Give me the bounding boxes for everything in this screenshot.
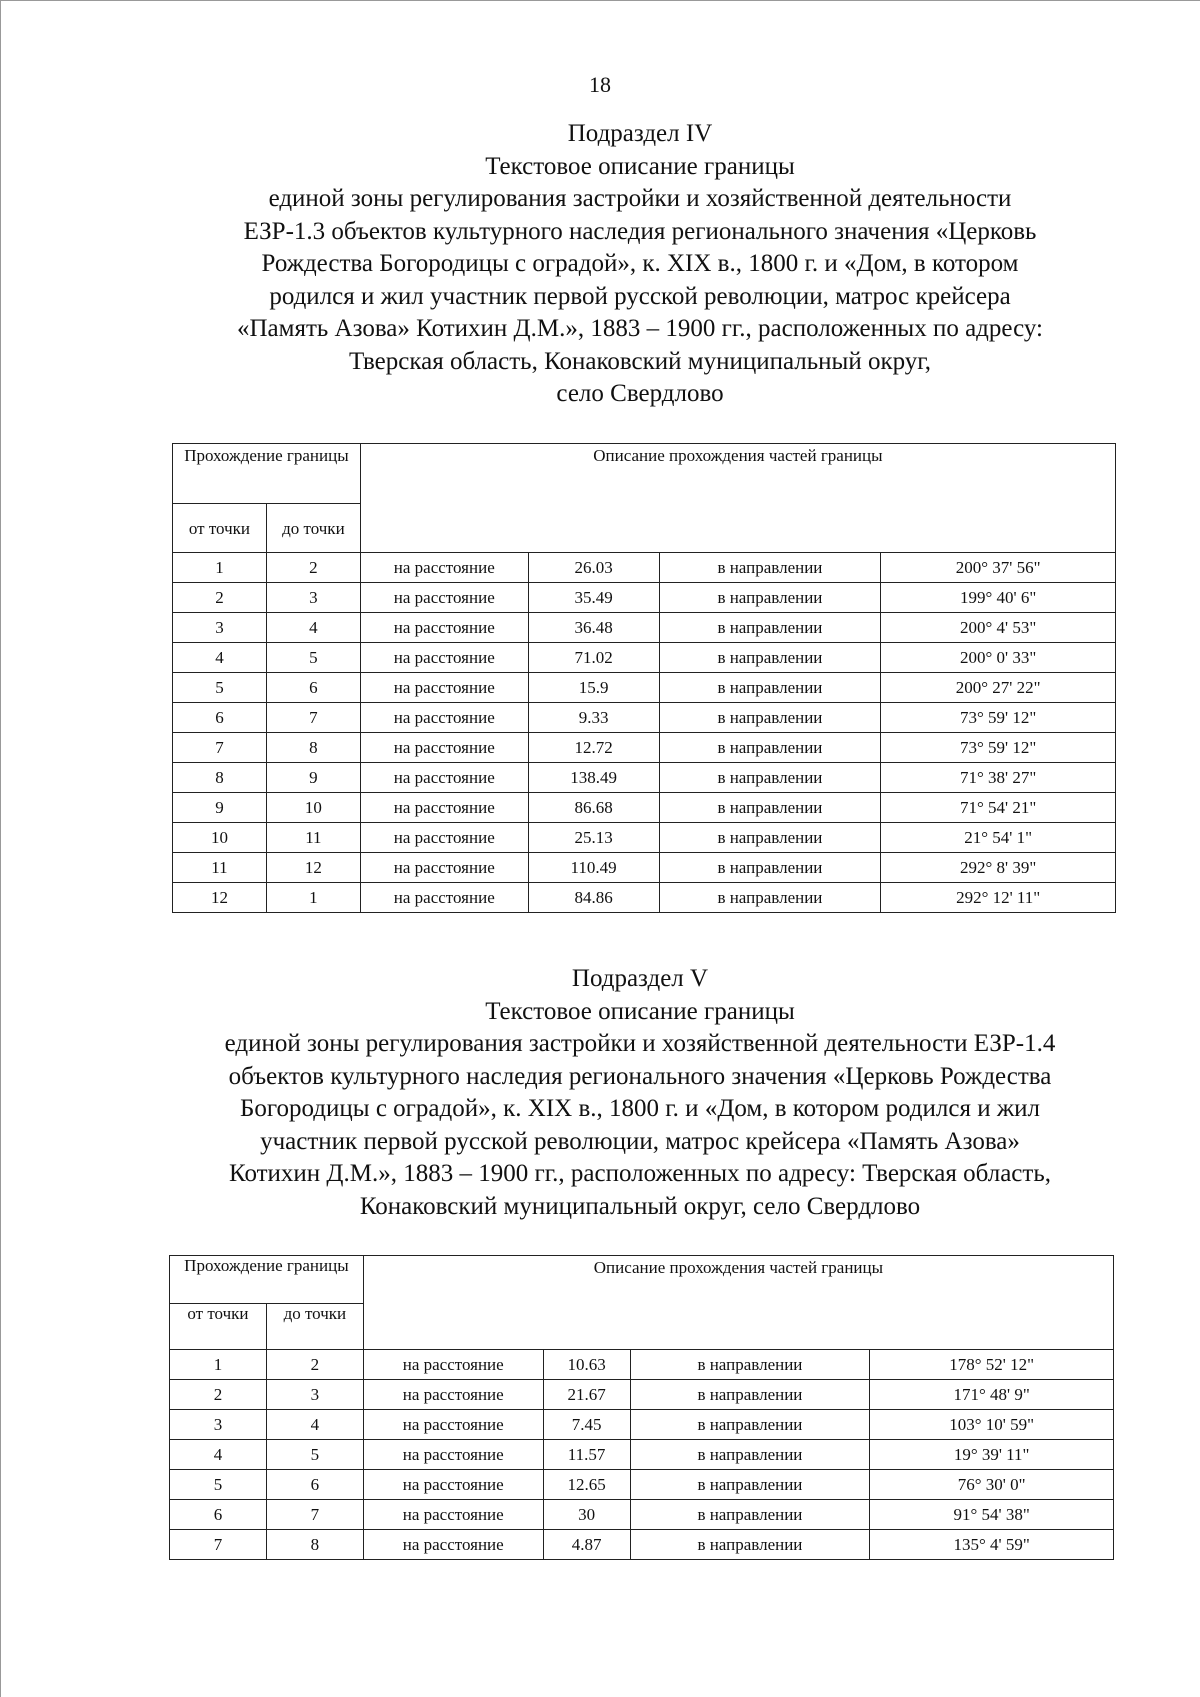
table-row bbox=[173, 823, 1116, 853]
section4-heading bbox=[160, 118, 1120, 411]
table-row bbox=[173, 643, 1116, 673]
distance-value-cell: 12.72 bbox=[528, 733, 659, 763]
distance-label-cell: на расстояние bbox=[360, 613, 528, 643]
page-number: 18 bbox=[589, 72, 611, 97]
direction-label-cell: в направлении bbox=[659, 733, 881, 763]
header-passage: Прохождение границы bbox=[170, 1256, 364, 1304]
header-to-point: до точки bbox=[266, 1304, 363, 1350]
direction-label-cell: в направлении bbox=[659, 853, 881, 883]
direction-value-cell: 200° 37' 56" bbox=[881, 553, 1116, 583]
distance-label-cell: на расстояние bbox=[360, 883, 528, 913]
table-row bbox=[173, 583, 1116, 613]
table-row bbox=[173, 613, 1116, 643]
from-point-cell: 3 bbox=[173, 613, 267, 643]
distance-label-cell: на расстояние bbox=[360, 763, 528, 793]
to-point-cell: 1 bbox=[266, 883, 360, 913]
table-row bbox=[173, 703, 1116, 733]
direction-label-cell: в направлении bbox=[659, 643, 881, 673]
direction-value-cell: 200° 0' 33" bbox=[881, 643, 1116, 673]
to-point-cell: 11 bbox=[266, 823, 360, 853]
direction-label-cell: в направлении bbox=[659, 823, 881, 853]
heading-line: Конаковский муниципальный округ, село Свердлово bbox=[359, 1192, 921, 1220]
to-point-cell: 5 bbox=[266, 643, 360, 673]
distance-value-cell: 84.86 bbox=[528, 883, 659, 913]
table-row bbox=[173, 763, 1116, 793]
distance-label-cell: на расстояние bbox=[363, 1470, 543, 1500]
distance-value-cell: 21.67 bbox=[543, 1380, 630, 1410]
heading-line: единой зоны регулирования застройки и хозяйственной деятельности ЕЗР-1.4 bbox=[224, 1030, 1056, 1057]
direction-value-cell: 73° 59' 12" bbox=[881, 703, 1116, 733]
distance-label-cell: на расстояние bbox=[360, 703, 528, 733]
direction-value-cell: 103° 10' 59" bbox=[870, 1410, 1114, 1440]
heading-line: Богородицы с оградой», к. XIX в., 1800 г. и «Дом, в котором родился и жил bbox=[240, 1095, 1040, 1122]
direction-value-cell: 91° 54' 38" bbox=[870, 1500, 1114, 1530]
table-row bbox=[170, 1500, 1114, 1530]
distance-value-cell: 86.68 bbox=[528, 793, 659, 823]
table-row bbox=[170, 1350, 1114, 1380]
direction-value-cell: 73° 59' 12" bbox=[881, 733, 1116, 763]
section4-title: Подраздел IV bbox=[567, 120, 713, 147]
direction-label-cell: в направлении bbox=[659, 793, 881, 823]
section5-boundary-table bbox=[169, 1255, 1114, 1560]
distance-label-cell: на расстояние bbox=[360, 853, 528, 883]
distance-label-cell: на расстояние bbox=[360, 733, 528, 763]
direction-value-cell: 76° 30' 0" bbox=[870, 1470, 1114, 1500]
to-point-cell: 4 bbox=[266, 613, 360, 643]
direction-value-cell: 71° 54' 21" bbox=[881, 793, 1116, 823]
to-point-cell: 3 bbox=[266, 1380, 363, 1410]
from-point-cell: 9 bbox=[173, 793, 267, 823]
heading-line: «Память Азова» Котихин Д.М.», 1883 – 1900 гг., расположенных по адресу: bbox=[236, 315, 1044, 342]
distance-label-cell: на расстояние bbox=[360, 553, 528, 583]
direction-value-cell: 200° 27' 22" bbox=[881, 673, 1116, 703]
direction-label-cell: в направлении bbox=[659, 583, 881, 613]
table-row bbox=[173, 553, 1116, 583]
direction-value-cell: 71° 38' 27" bbox=[881, 763, 1116, 793]
direction-label-cell: в направлении bbox=[659, 703, 881, 733]
to-point-cell: 12 bbox=[266, 853, 360, 883]
to-point-cell: 7 bbox=[266, 703, 360, 733]
direction-value-cell: 21° 54' 1" bbox=[881, 823, 1116, 853]
table-row bbox=[170, 1380, 1114, 1410]
direction-value-cell: 200° 4' 53" bbox=[881, 613, 1116, 643]
direction-label-cell: в направлении bbox=[659, 763, 881, 793]
to-point-cell: 6 bbox=[266, 1470, 363, 1500]
distance-label-cell: на расстояние bbox=[360, 793, 528, 823]
direction-label-cell: в направлении bbox=[659, 613, 881, 643]
heading-line: объектов культурного наследия регионального значения «Церковь Рождества bbox=[228, 1062, 1052, 1090]
distance-value-cell: 30 bbox=[543, 1500, 630, 1530]
table-row bbox=[173, 673, 1116, 703]
direction-label-cell: в направлении bbox=[630, 1410, 870, 1440]
direction-value-cell: 135° 4' 59" bbox=[870, 1530, 1114, 1560]
distance-label-cell: на расстояние bbox=[363, 1530, 543, 1560]
direction-value-cell: 292° 8' 39" bbox=[881, 853, 1116, 883]
distance-value-cell: 7.45 bbox=[543, 1410, 630, 1440]
table-row bbox=[170, 1440, 1114, 1470]
from-point-cell: 4 bbox=[173, 643, 267, 673]
distance-label-cell: на расстояние bbox=[360, 673, 528, 703]
from-point-cell: 10 bbox=[173, 823, 267, 853]
distance-value-cell: 10.63 bbox=[543, 1350, 630, 1380]
direction-value-cell: 199° 40' 6" bbox=[881, 583, 1116, 613]
from-point-cell: 1 bbox=[170, 1350, 267, 1380]
direction-label-cell: в направлении bbox=[630, 1500, 870, 1530]
scan-edge-left bbox=[0, 0, 1, 1697]
direction-label-cell: в направлении bbox=[659, 553, 881, 583]
distance-label-cell: на расстояние bbox=[363, 1440, 543, 1470]
table-row bbox=[170, 1410, 1114, 1440]
to-point-cell: 5 bbox=[266, 1440, 363, 1470]
distance-value-cell: 25.13 bbox=[528, 823, 659, 853]
heading-line: Рождества Богородицы с оградой», к. XIX в., 1800 г. и «Дом, в котором bbox=[261, 250, 1019, 277]
scan-edge-top bbox=[0, 0, 1200, 1]
to-point-cell: 10 bbox=[266, 793, 360, 823]
section4-boundary-table bbox=[172, 443, 1116, 913]
from-point-cell: 4 bbox=[170, 1440, 267, 1470]
table-row bbox=[170, 1470, 1114, 1500]
from-point-cell: 6 bbox=[173, 703, 267, 733]
from-point-cell: 7 bbox=[170, 1530, 267, 1560]
direction-value-cell: 292° 12' 11" bbox=[881, 883, 1116, 913]
distance-value-cell: 4.87 bbox=[543, 1530, 630, 1560]
heading-line: участник первой русской революции, матрос крейсера «Память Азова» bbox=[260, 1127, 1020, 1155]
from-point-cell: 5 bbox=[173, 673, 267, 703]
heading-line: Котихин Д.М.», 1883 – 1900 гг., расположенных по адресу: Тверская область, bbox=[229, 1160, 1051, 1187]
from-point-cell: 12 bbox=[173, 883, 267, 913]
distance-value-cell: 11.57 bbox=[543, 1440, 630, 1470]
from-point-cell: 1 bbox=[173, 553, 267, 583]
to-point-cell: 3 bbox=[266, 583, 360, 613]
distance-value-cell: 36.48 bbox=[528, 613, 659, 643]
from-point-cell: 11 bbox=[173, 853, 267, 883]
distance-label-cell: на расстояние bbox=[363, 1500, 543, 1530]
direction-label-cell: в направлении bbox=[659, 883, 881, 913]
from-point-cell: 2 bbox=[170, 1380, 267, 1410]
direction-value-cell: 171° 48' 9" bbox=[870, 1380, 1114, 1410]
heading-line: единой зоны регулирования застройки и хозяйственной деятельности bbox=[268, 185, 1012, 212]
direction-label-cell: в направлении bbox=[630, 1440, 870, 1470]
distance-value-cell: 71.02 bbox=[528, 643, 659, 673]
from-point-cell: 7 bbox=[173, 733, 267, 763]
distance-value-cell: 15.9 bbox=[528, 673, 659, 703]
table-row bbox=[173, 793, 1116, 823]
section5-title: Подраздел V bbox=[571, 965, 709, 992]
from-point-cell: 6 bbox=[170, 1500, 267, 1530]
distance-label-cell: на расстояние bbox=[360, 823, 528, 853]
direction-label-cell: в направлении bbox=[630, 1470, 870, 1500]
header-description: Описание прохождения частей границы bbox=[363, 1256, 1113, 1350]
distance-value-cell: 35.49 bbox=[528, 583, 659, 613]
from-point-cell: 8 bbox=[173, 763, 267, 793]
distance-value-cell: 12.65 bbox=[543, 1470, 630, 1500]
from-point-cell: 2 bbox=[173, 583, 267, 613]
to-point-cell: 8 bbox=[266, 1530, 363, 1560]
header-to-point: до точки bbox=[266, 504, 360, 553]
section4-subtitle: Текстовое описание границы bbox=[485, 152, 795, 180]
from-point-cell: 5 bbox=[170, 1470, 267, 1500]
to-point-cell: 7 bbox=[266, 1500, 363, 1530]
header-from-point: от точки bbox=[170, 1304, 267, 1350]
to-point-cell: 8 bbox=[266, 733, 360, 763]
distance-label-cell: на расстояние bbox=[360, 583, 528, 613]
table-row bbox=[173, 853, 1116, 883]
section5-subtitle: Текстовое описание границы bbox=[485, 997, 795, 1025]
header-from-point: от точки bbox=[173, 504, 267, 553]
to-point-cell: 9 bbox=[266, 763, 360, 793]
direction-value-cell: 178° 52' 12" bbox=[870, 1350, 1114, 1380]
direction-label-cell: в направлении bbox=[630, 1530, 870, 1560]
to-point-cell: 2 bbox=[266, 553, 360, 583]
header-passage: Прохождение границы bbox=[173, 444, 361, 504]
heading-line: родился и жил участник первой русской революции, матрос крейсера bbox=[269, 282, 1011, 310]
distance-label-cell: на расстояние bbox=[360, 643, 528, 673]
table-row bbox=[170, 1530, 1114, 1560]
heading-line: Тверская область, Конаковский муниципальный округ, bbox=[349, 347, 931, 375]
direction-label-cell: в направлении bbox=[659, 673, 881, 703]
heading-line: село Свердлово bbox=[556, 380, 724, 407]
direction-label-cell: в направлении bbox=[630, 1350, 870, 1380]
direction-value-cell: 19° 39' 11" bbox=[870, 1440, 1114, 1470]
heading-line: ЕЗР-1.3 объектов культурного наследия регионального значения «Церковь bbox=[243, 217, 1037, 245]
distance-label-cell: на расстояние bbox=[363, 1380, 543, 1410]
to-point-cell: 2 bbox=[266, 1350, 363, 1380]
distance-value-cell: 138.49 bbox=[528, 763, 659, 793]
distance-label-cell: на расстояние bbox=[363, 1350, 543, 1380]
distance-value-cell: 110.49 bbox=[528, 853, 659, 883]
section5-heading bbox=[160, 963, 1120, 1223]
from-point-cell: 3 bbox=[170, 1410, 267, 1440]
table-row bbox=[173, 883, 1116, 913]
header-description: Описание прохождения частей границы bbox=[360, 444, 1115, 553]
distance-value-cell: 26.03 bbox=[528, 553, 659, 583]
distance-value-cell: 9.33 bbox=[528, 703, 659, 733]
distance-label-cell: на расстояние bbox=[363, 1410, 543, 1440]
direction-label-cell: в направлении bbox=[630, 1380, 870, 1410]
to-point-cell: 6 bbox=[266, 673, 360, 703]
to-point-cell: 4 bbox=[266, 1410, 363, 1440]
table-row bbox=[173, 733, 1116, 763]
